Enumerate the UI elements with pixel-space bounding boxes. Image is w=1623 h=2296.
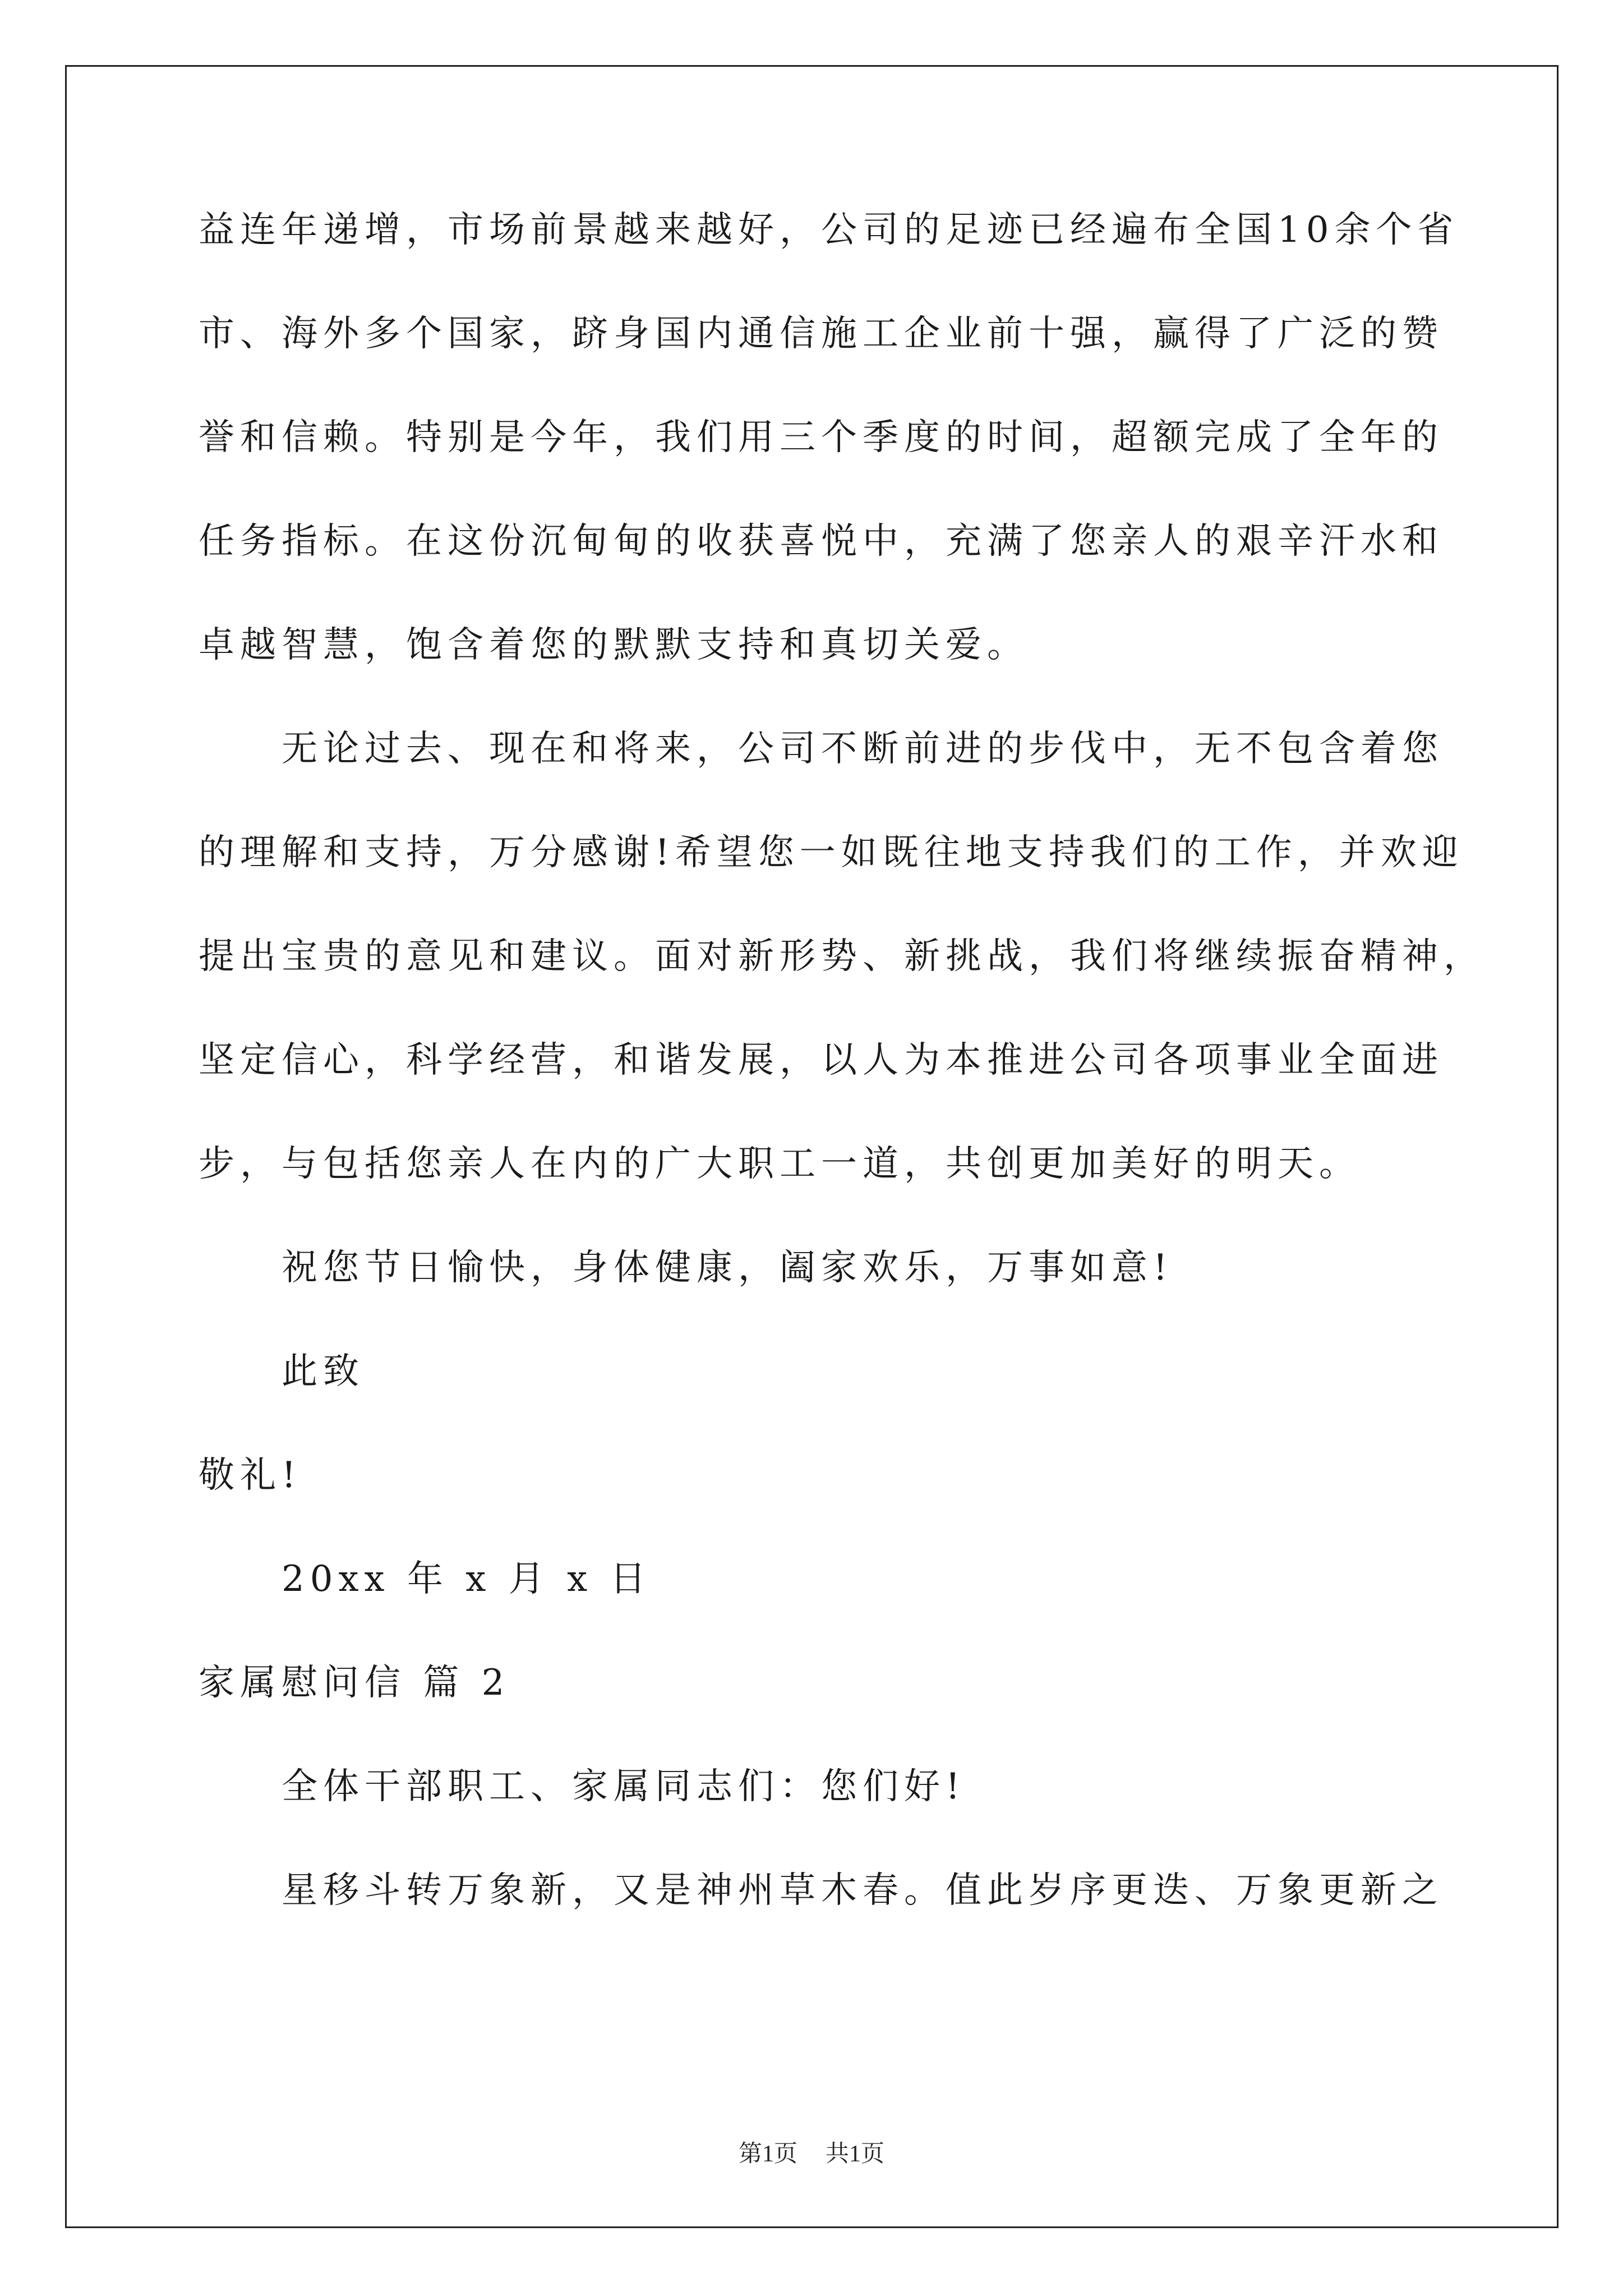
- text-line: 的理解和支持，万分感谢!希望您一如既往地支持我们的工作，并欢迎: [199, 832, 1464, 873]
- text-line: 卓越智慧，饱含着您的默默支持和真切关爱。: [199, 624, 1029, 666]
- paragraph-start-line: 星移斗转万象新，又是神州草木春。值此岁序更迭、万象更新之: [282, 1870, 1444, 1911]
- text-line: 市、海外多个国家，跻身国内通信施工企业前十强，赢得了广泛的赞: [199, 313, 1444, 355]
- section-title: 家属慰问信 篇 2: [199, 1662, 510, 1704]
- text-line: 步，与包括您亲人在内的广大职工一道，共创更加美好的明天。: [199, 1143, 1361, 1185]
- text-line: 任务指标。在这份沉甸甸的收获喜悦中，充满了您亲人的艰辛汗水和: [199, 521, 1444, 562]
- paragraph-start-line: 无论过去、现在和将来，公司不断前进的步伐中，无不包含着您: [282, 728, 1444, 770]
- text-line: 提出宝贵的意见和建议。面对新形势、新挑战，我们将继续振奋精神，: [199, 936, 1485, 977]
- text-line: 益连年递增，市场前景越来越好，公司的足迹已经遍布全国10余个省: [199, 209, 1459, 251]
- letter-body: [199, 209, 1485, 1976]
- addressee-line: 全体干部职工、家属同志们：您们好!: [282, 1766, 966, 1807]
- date-line: 20xx 年 x 月 x 日: [282, 1558, 652, 1600]
- page-number: 第1页: [738, 2141, 797, 2167]
- greeting-line: 祝您节日愉快，身体健康，阖家欢乐，万事如意!: [282, 1247, 1173, 1289]
- page-footer: [0, 2135, 1623, 2169]
- page-total: 共1页: [826, 2141, 885, 2167]
- salutation: 敬礼!: [199, 1455, 302, 1496]
- closing-phrase: 此致: [282, 1351, 365, 1392]
- text-line: 坚定信心，科学经营，和谐发展，以人为本推进公司各项事业全面进: [199, 1039, 1444, 1081]
- text-line: 誉和信赖。特别是今年，我们用三个季度的时间，超额完成了全年的: [199, 417, 1444, 458]
